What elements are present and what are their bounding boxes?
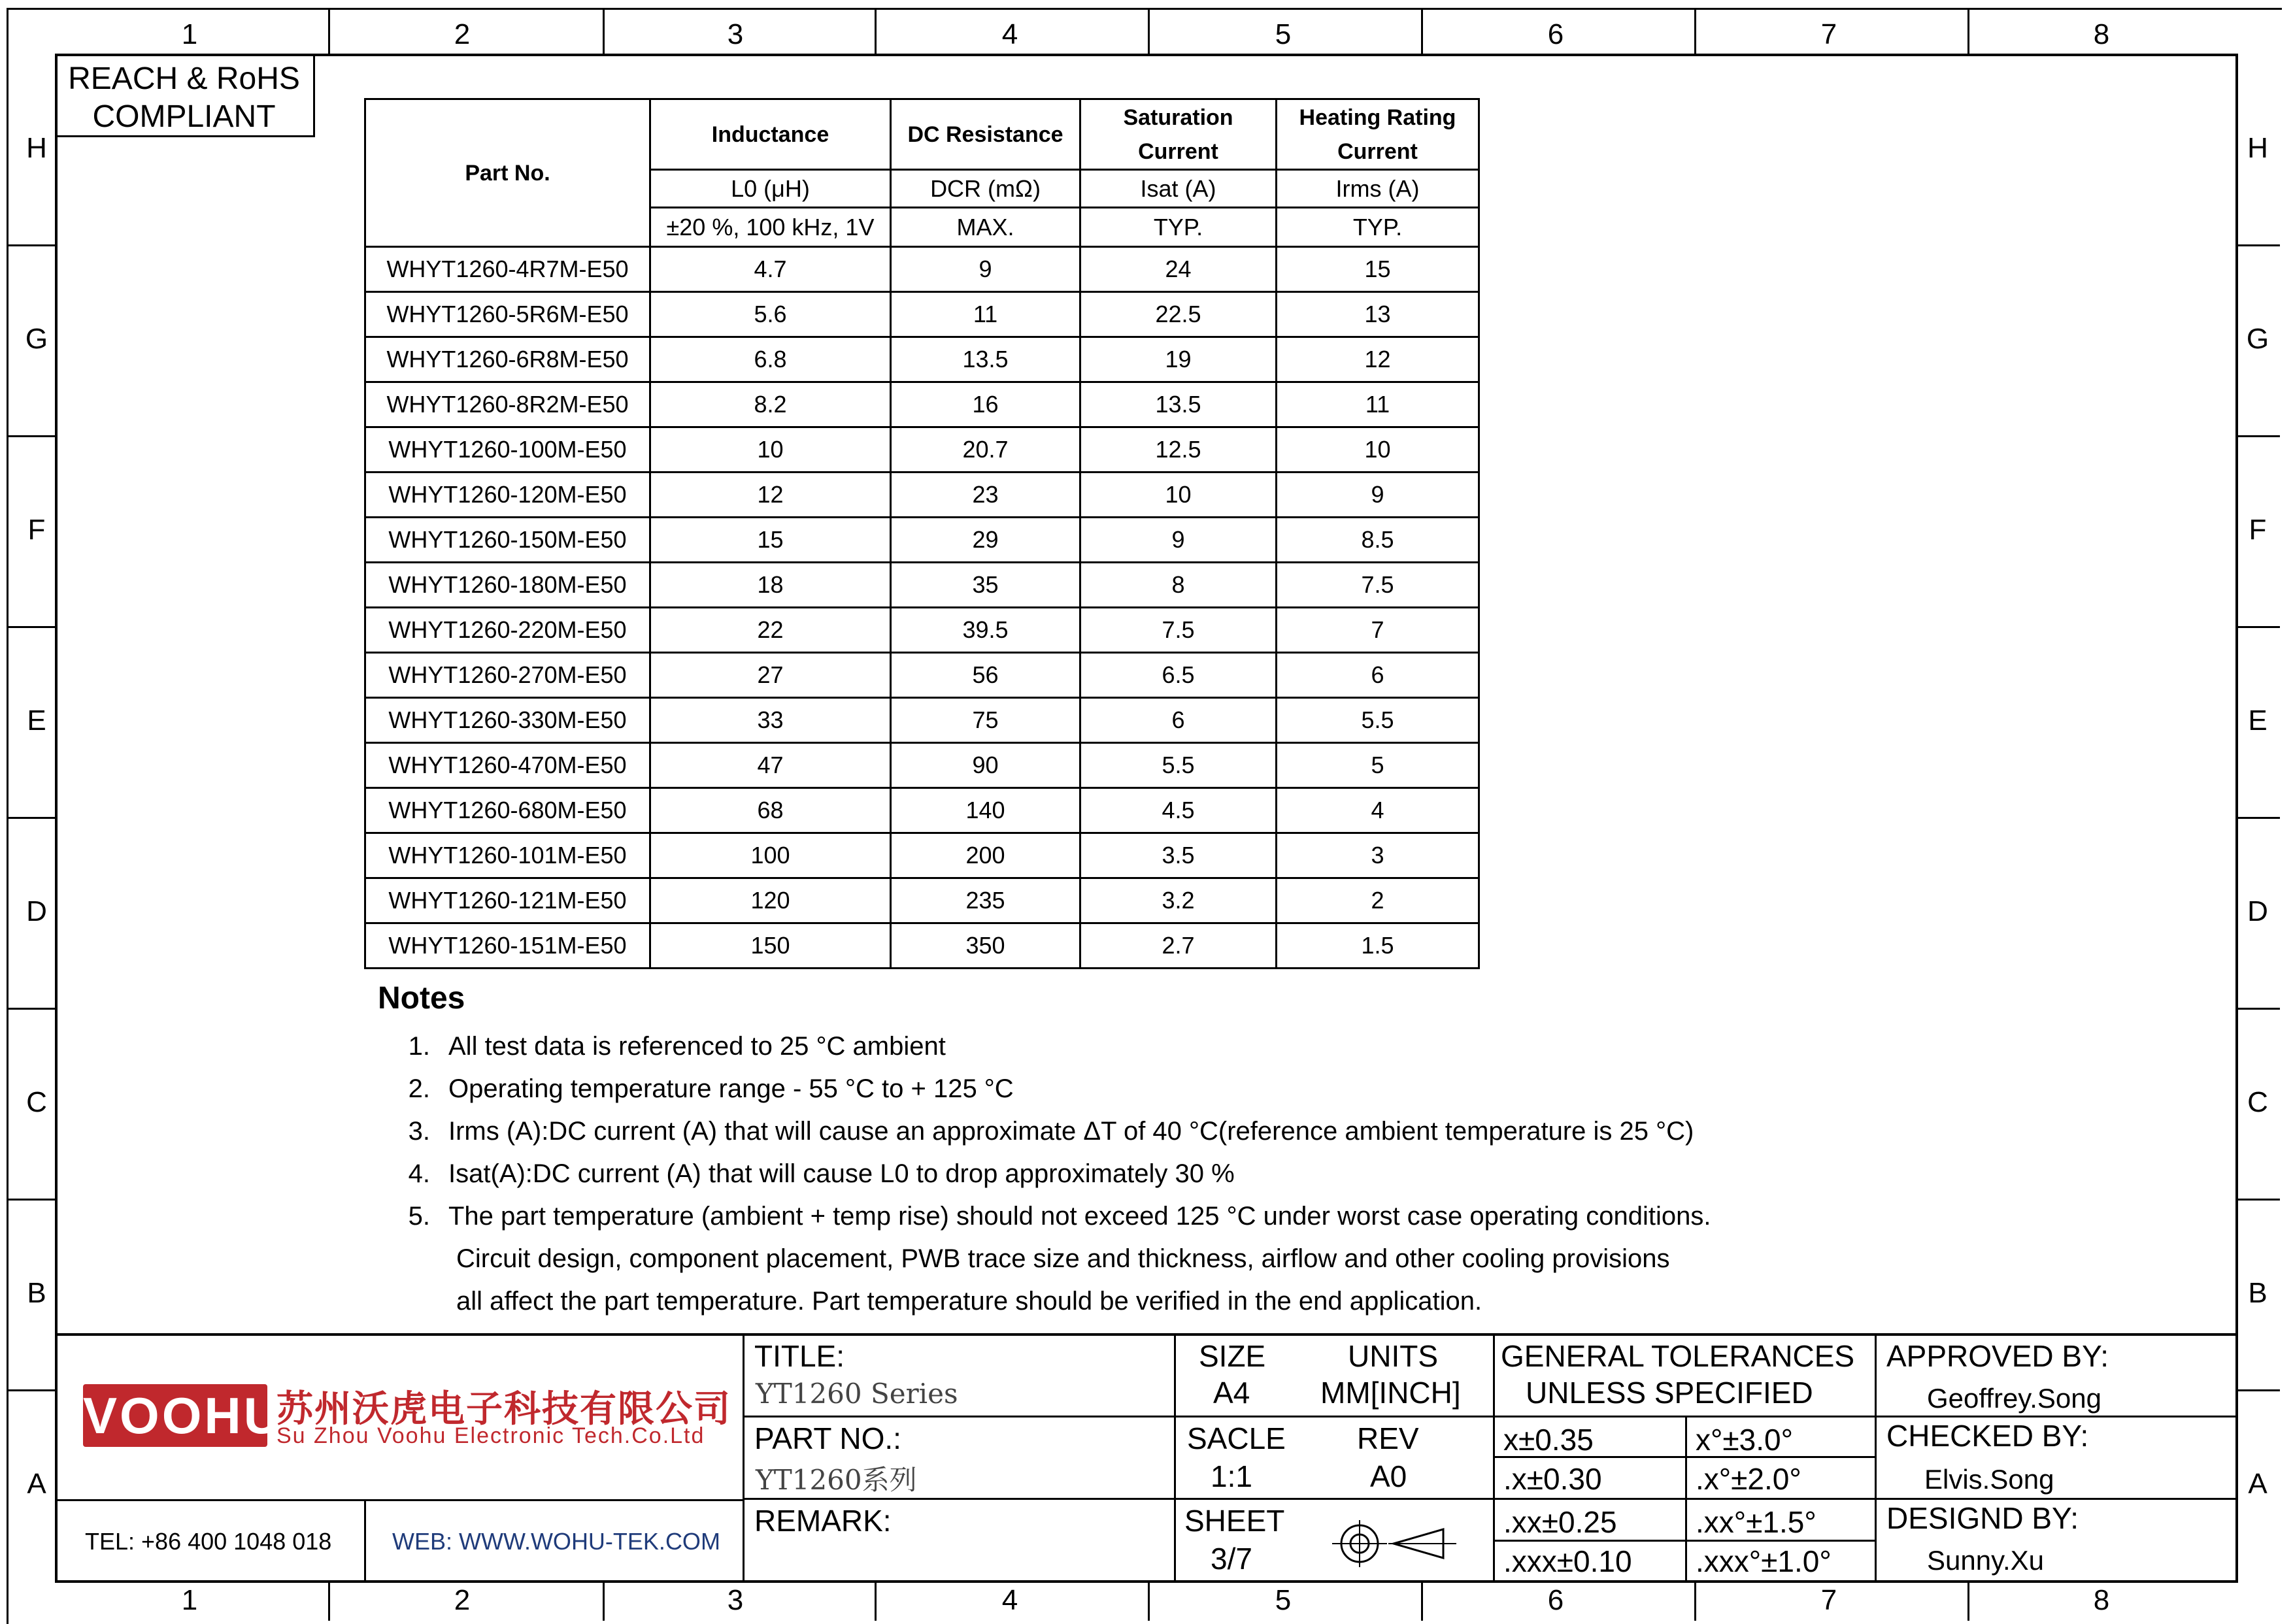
table-row — [365, 833, 1479, 878]
note-item — [378, 1110, 1947, 1153]
value-cell: 235 — [891, 878, 1080, 923]
zone-row-letter: D — [26, 895, 47, 927]
note-continuation: all affect the part temperature. Part temperature should be verified in the end application. — [456, 1287, 1482, 1316]
value-cell: 2 — [1277, 878, 1479, 923]
zone-tick — [2238, 1008, 2280, 1010]
part-no-value: YT1260系列 — [756, 1464, 917, 1496]
value-cell: 15 — [650, 518, 891, 563]
value-cell: 8.5 — [1277, 518, 1479, 563]
zone-row-letter: E — [27, 704, 46, 737]
tel-number: TEL: +86 400 1048 018 — [85, 1528, 332, 1555]
value-cell: 100 — [650, 833, 891, 878]
value-cell: 10 — [1277, 427, 1479, 472]
value-cell: 19 — [1080, 337, 1277, 382]
value-cell: 8.2 — [650, 382, 891, 427]
zone-tick — [8, 817, 55, 819]
zone-row-letter: A — [27, 1468, 46, 1500]
units-value: MM[INCH] — [1320, 1376, 1461, 1410]
value-cell: 12 — [650, 472, 891, 518]
note-text: Isat(A):DC current (A) that will cause L0 to drop approximately 30 % — [448, 1159, 1235, 1188]
zone-column-number: 6 — [1547, 1584, 1564, 1616]
zone-tick — [603, 8, 605, 54]
zone-tick — [2238, 817, 2280, 819]
zone-row-letter: H — [2247, 132, 2268, 164]
remark-label: REMARK: — [754, 1504, 892, 1538]
part-number-cell: WHYT1260-100M-E50 — [365, 427, 650, 472]
zone-row-letter: C — [2247, 1086, 2268, 1118]
zone-row-letter: F — [27, 514, 46, 546]
spec-table — [364, 98, 1480, 969]
value-cell: 6.8 — [650, 337, 891, 382]
zone-tick — [1694, 1583, 1696, 1621]
units-label: UNITS — [1348, 1339, 1438, 1373]
note-number: 1. — [408, 1032, 430, 1061]
note-text: Irms (A):DC current (A) that will cause an approximate ΔT of 40 °C(reference ambient temperature is 25 °C) — [448, 1117, 1694, 1146]
cond-saturation-current: TYP. — [1080, 208, 1277, 247]
zone-tick — [8, 626, 55, 628]
zone-row-letter: G — [25, 323, 48, 355]
tb-divider — [364, 1499, 366, 1583]
size-value: A4 — [1213, 1376, 1250, 1410]
value-cell: 6 — [1080, 698, 1277, 743]
value-cell: 20.7 — [891, 427, 1080, 472]
part-number-cell: WHYT1260-180M-E50 — [365, 563, 650, 608]
compliance-line2: COMPLIANT — [92, 99, 276, 134]
note-number: 5. — [408, 1202, 430, 1231]
value-cell: 3 — [1277, 833, 1479, 878]
zone-row-letter: D — [2247, 895, 2268, 927]
value-cell: 5.5 — [1277, 698, 1479, 743]
value-cell: 8 — [1080, 563, 1277, 608]
value-cell: 33 — [650, 698, 891, 743]
note-text: All test data is referenced to 25 °C ambient — [448, 1032, 946, 1061]
cond-heating-rating-current: TYP. — [1277, 208, 1479, 247]
zone-column-number: 1 — [181, 1584, 198, 1616]
table-row — [365, 472, 1479, 518]
part-number-cell: WHYT1260-121M-E50 — [365, 878, 650, 923]
value-cell: 12.5 — [1080, 427, 1277, 472]
zone-tick — [328, 8, 330, 54]
value-cell: 9 — [1277, 472, 1479, 518]
part-no-label: PART NO.: — [754, 1421, 901, 1455]
part-number-cell: WHYT1260-6R8M-E50 — [365, 337, 650, 382]
zone-tick — [1694, 8, 1696, 54]
zone-column-number: 4 — [1001, 1584, 1018, 1616]
cond-dc-resistance: MAX. — [891, 208, 1080, 247]
sheet-value: 3/7 — [1211, 1542, 1252, 1576]
zone-tick — [875, 8, 877, 54]
zone-tick — [2238, 1389, 2280, 1391]
tb-divider — [743, 1416, 2238, 1417]
value-cell: 3.5 — [1080, 833, 1277, 878]
value-cell: 7.5 — [1080, 608, 1277, 653]
zone-tick — [8, 1199, 55, 1201]
zone-column-number: 4 — [1001, 18, 1018, 50]
table-row — [365, 382, 1479, 427]
value-cell: 23 — [891, 472, 1080, 518]
part-number-cell: WHYT1260-270M-E50 — [365, 653, 650, 698]
part-number-cell: WHYT1260-470M-E50 — [365, 743, 650, 788]
value-cell: 13 — [1277, 292, 1479, 337]
projection-symbol-icon — [1320, 1517, 1464, 1570]
note-text: Operating temperature range - 55 °C to + 125 °C — [448, 1074, 1014, 1103]
unit-inductance: L0 (μH) — [650, 170, 891, 208]
tolerance-value: .x°±2.0° — [1696, 1462, 1801, 1496]
note-item — [378, 1068, 1947, 1110]
header-heating-rating-current: Heating Rating Current — [1277, 99, 1479, 170]
zone-tick — [2238, 626, 2280, 628]
value-cell: 1.5 — [1277, 923, 1479, 969]
zone-row-letter: F — [2249, 514, 2267, 546]
value-cell: 47 — [650, 743, 891, 788]
note-number: 2. — [408, 1074, 430, 1103]
tolerances-sublabel: UNLESS SPECIFIED — [1526, 1376, 1813, 1410]
value-cell: 13.5 — [1080, 382, 1277, 427]
table-row — [365, 653, 1479, 698]
zone-tick — [2238, 244, 2280, 246]
scale-label: SACLE — [1187, 1421, 1286, 1455]
zone-tick — [1967, 8, 1969, 54]
part-number-cell: WHYT1260-151M-E50 — [365, 923, 650, 969]
value-cell: 22.5 — [1080, 292, 1277, 337]
value-cell: 140 — [891, 788, 1080, 833]
part-number-cell: WHYT1260-150M-E50 — [365, 518, 650, 563]
company-name-en: Su Zhou Voohu Electronic Tech.Co.Ltd — [276, 1423, 705, 1448]
zone-column-number: 1 — [181, 18, 198, 50]
header-dc-resistance: DC Resistance — [891, 99, 1080, 170]
zone-tick — [1967, 1583, 1969, 1621]
checked-by-value: Elvis.Song — [1924, 1464, 2054, 1495]
table-row — [365, 788, 1479, 833]
value-cell: 11 — [891, 292, 1080, 337]
company-name-cn: 苏州沃虎电子科技有限公司 — [276, 1388, 731, 1429]
sheet-label: SHEET — [1184, 1504, 1285, 1538]
header-inductance: Inductance — [650, 99, 891, 170]
tb-divider — [743, 1333, 745, 1583]
zone-column-number: 8 — [2093, 1584, 2110, 1616]
value-cell: 7 — [1277, 608, 1479, 653]
value-cell: 11 — [1277, 382, 1479, 427]
part-no-header: Part No. — [365, 99, 650, 247]
rev-value: A0 — [1370, 1459, 1407, 1493]
designed-by-value: Sunny.Xu — [1927, 1545, 2045, 1576]
note-number: 4. — [408, 1159, 430, 1188]
tolerance-value: .xxx°±1.0° — [1696, 1544, 1832, 1578]
compliance-box — [55, 54, 315, 137]
value-cell: 10 — [1080, 472, 1277, 518]
part-number-cell: WHYT1260-120M-E50 — [365, 472, 650, 518]
zone-column-number: 8 — [2093, 18, 2110, 50]
tolerance-value: x±0.35 — [1503, 1423, 1594, 1457]
zone-tick — [328, 1583, 330, 1621]
zone-tick — [1148, 8, 1150, 54]
zone-column-number: 6 — [1547, 18, 1564, 50]
table-row — [365, 337, 1479, 382]
zone-column-number: 7 — [1820, 18, 1837, 50]
zone-tick — [603, 1583, 605, 1621]
zone-tick — [8, 435, 55, 437]
table-row — [365, 878, 1479, 923]
value-cell: 18 — [650, 563, 891, 608]
value-cell: 5.5 — [1080, 743, 1277, 788]
value-cell: 2.7 — [1080, 923, 1277, 969]
table-row — [365, 518, 1479, 563]
zone-tick — [2238, 1199, 2280, 1201]
zone-column-number: 5 — [1275, 1584, 1292, 1616]
value-cell: 9 — [891, 247, 1080, 292]
approved-by-label: APPROVED BY: — [1886, 1339, 2109, 1373]
zone-column-number: 2 — [454, 1584, 471, 1616]
value-cell: 39.5 — [891, 608, 1080, 653]
notes-title: Notes — [378, 981, 465, 1016]
part-number-cell: WHYT1260-220M-E50 — [365, 608, 650, 653]
zone-row-letter: G — [2246, 323, 2269, 355]
value-cell: 56 — [891, 653, 1080, 698]
zone-tick — [875, 1583, 877, 1621]
title-value: YT1260 Series — [756, 1378, 958, 1410]
part-number-cell: WHYT1260-4R7M-E50 — [365, 247, 650, 292]
tolerance-value: .xxx±0.10 — [1503, 1544, 1632, 1578]
tolerances-label: GENERAL TOLERANCES — [1501, 1339, 1855, 1373]
value-cell: 35 — [891, 563, 1080, 608]
value-cell: 200 — [891, 833, 1080, 878]
tolerance-value: x°±3.0° — [1696, 1423, 1793, 1457]
value-cell: 150 — [650, 923, 891, 969]
value-cell: 5 — [1277, 743, 1479, 788]
zone-tick — [1421, 8, 1423, 54]
zone-row-letter: B — [27, 1277, 46, 1309]
value-cell: 5.6 — [650, 292, 891, 337]
zone-column-number: 2 — [454, 18, 471, 50]
value-cell: 24 — [1080, 247, 1277, 292]
zone-column-number: 3 — [727, 18, 744, 50]
size-label: SIZE — [1199, 1339, 1266, 1373]
zone-row-letter: C — [26, 1086, 47, 1118]
voohu-logo: VOOHU — [83, 1384, 267, 1447]
zone-tick — [8, 1008, 55, 1010]
table-row — [365, 743, 1479, 788]
value-cell: 6 — [1277, 653, 1479, 698]
table-row — [365, 698, 1479, 743]
title-label: TITLE: — [754, 1339, 845, 1373]
zone-tick — [8, 244, 55, 246]
note-continuation: Circuit design, component placement, PWB trace size and thickness, airflow and other cooling provisions — [456, 1244, 1670, 1273]
tolerance-value: .x±0.30 — [1503, 1462, 1602, 1496]
value-cell: 350 — [891, 923, 1080, 969]
zone-tick — [1421, 1583, 1423, 1621]
part-number-cell: WHYT1260-5R6M-E50 — [365, 292, 650, 337]
tb-divider — [1493, 1333, 1495, 1583]
value-cell: 12 — [1277, 337, 1479, 382]
note-item — [378, 1025, 1947, 1068]
zone-row-letter: H — [26, 132, 47, 164]
zone-row-letter: E — [2248, 704, 2268, 737]
tb-divider — [1493, 1540, 1875, 1542]
notes-section — [378, 980, 1947, 1323]
tolerance-value: .xx±0.25 — [1503, 1505, 1617, 1539]
table-row — [365, 292, 1479, 337]
designed-by-label: DESIGND BY: — [1886, 1501, 2079, 1535]
zone-tick — [8, 1389, 55, 1391]
table-row — [365, 923, 1479, 969]
value-cell: 16 — [891, 382, 1080, 427]
value-cell: 3.2 — [1080, 878, 1277, 923]
zone-row-letter: A — [2248, 1468, 2268, 1500]
unit-dc-resistance: DCR (mΩ) — [891, 170, 1080, 208]
tb-divider — [1685, 1417, 1687, 1583]
value-cell: 13.5 — [891, 337, 1080, 382]
part-number-cell: WHYT1260-330M-E50 — [365, 698, 650, 743]
note-item — [378, 1153, 1947, 1195]
value-cell: 15 — [1277, 247, 1479, 292]
part-number-cell: WHYT1260-680M-E50 — [365, 788, 650, 833]
value-cell: 4.5 — [1080, 788, 1277, 833]
zone-column-number: 3 — [727, 1584, 744, 1616]
value-cell: 4.7 — [650, 247, 891, 292]
value-cell: 4 — [1277, 788, 1479, 833]
unit-saturation-current: Isat (A) — [1080, 170, 1277, 208]
approved-by-value: Geoffrey.Song — [1927, 1383, 2101, 1414]
checked-by-label: CHECKED BY: — [1886, 1419, 2089, 1453]
note-text: The part temperature (ambient + temp rise) should not exceed 125 °C under worst case operating conditions. — [448, 1202, 1711, 1231]
compliance-line1: REACH & RoHS — [68, 61, 300, 96]
value-cell: 27 — [650, 653, 891, 698]
value-cell: 75 — [891, 698, 1080, 743]
zone-column-number: 7 — [1820, 1584, 1837, 1616]
table-row — [365, 608, 1479, 653]
tolerance-value: .xx°±1.5° — [1696, 1505, 1816, 1539]
value-cell: 10 — [650, 427, 891, 472]
note-item — [378, 1195, 1947, 1238]
part-number-cell: WHYT1260-101M-E50 — [365, 833, 650, 878]
table-row — [365, 247, 1479, 292]
value-cell: 90 — [891, 743, 1080, 788]
part-number-cell: WHYT1260-8R2M-E50 — [365, 382, 650, 427]
value-cell: 22 — [650, 608, 891, 653]
zone-column-number: 5 — [1275, 18, 1292, 50]
cond-inductance: ±20 %, 100 kHz, 1V — [650, 208, 891, 247]
tb-divider — [55, 1499, 743, 1501]
value-cell: 7.5 — [1277, 563, 1479, 608]
zone-row-letter: B — [2248, 1277, 2268, 1309]
rev-label: REV — [1357, 1421, 1419, 1455]
value-cell: 68 — [650, 788, 891, 833]
tb-divider — [743, 1498, 2238, 1500]
tb-divider — [1875, 1333, 1877, 1583]
note-number: 3. — [408, 1117, 430, 1146]
tb-divider — [1174, 1333, 1176, 1583]
value-cell: 29 — [891, 518, 1080, 563]
zone-tick — [1148, 1583, 1150, 1621]
value-cell: 120 — [650, 878, 891, 923]
header-saturation-current: Saturation Current — [1080, 99, 1277, 170]
value-cell: 9 — [1080, 518, 1277, 563]
value-cell: 6.5 — [1080, 653, 1277, 698]
unit-heating-rating-current: Irms (A) — [1277, 170, 1479, 208]
website-link[interactable]: WEB: WWW.WOHU-TEK.COM — [392, 1528, 720, 1555]
table-row — [365, 427, 1479, 472]
table-row — [365, 563, 1479, 608]
scale-value: 1:1 — [1211, 1459, 1252, 1493]
zone-tick — [2238, 435, 2280, 437]
